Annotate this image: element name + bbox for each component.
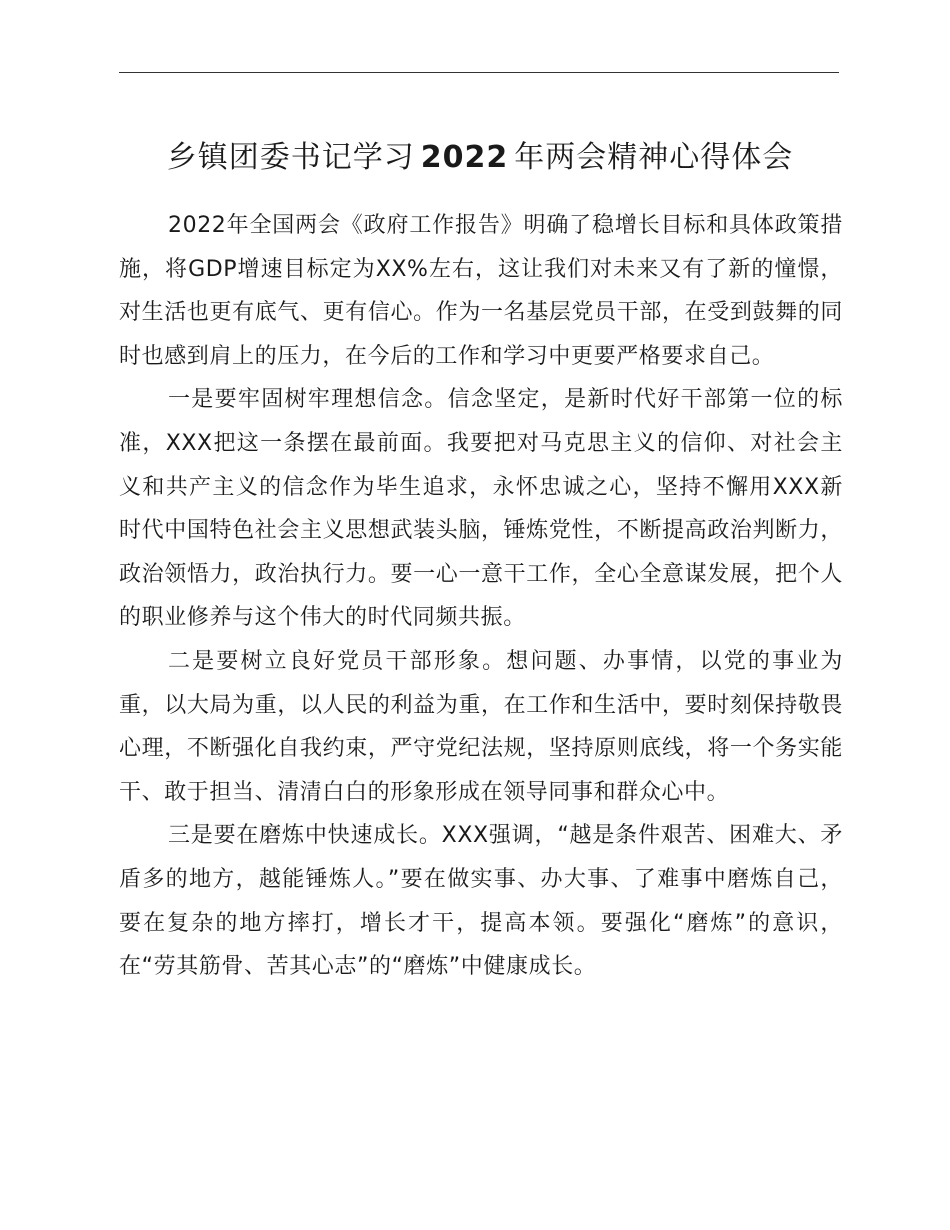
paragraph-point-3: 三是要在磨炼中快速成长。XXX强调，“越是条件艰苦、困难大、矛盾多的地方，越能锤炼人。”要在做实事、办大事、了难事中磨炼自己，要在复杂的地方摔打，增长才干，提高本领。要强化“磨炼”的意识，在“劳其筋骨、苦其心志”的“磨炼”中健康成长。 [119,823,843,980]
title-prefix: 乡镇团委书记学习 [166,140,415,175]
paragraph-intro: 2022年全国两会《政府工作报告》明确了稳增长目标和具体政策措施，将GDP增速目标定为XX%左右，这让我们对未来又有了新的憧憬，对生活也更有底气、更有信心。作为一名基层党员干部，在受到鼓舞的同时也感到肩上的压力，在今后的工作和学习中更要严格要求自己。 [119,213,843,369]
document-title [100,134,860,182]
paragraph-point-2: 二是要树立良好党员干部形象。想问题、办事情，以党的事业为重，以大局为重，以人民的利益为重，在工作和生活中，要时刻保持敬畏心理，不断强化自我约束，严守党纪法规，坚持原则底线，将一个务实能干、敢于担当、清清白白的形象形成在领导同事和群众心中。 [119,648,843,805]
document-body [119,204,843,989]
title-suffix: 年两会精神心得体会 [514,140,794,175]
title-year: 2022 [420,140,509,175]
header-rule [119,72,839,73]
paragraph-point-1: 一是要牢固树牢理想信念。信念坚定，是新时代好干部第一位的标准，XXX把这一条摆在最前面。我要把对马克思主义的信仰、对社会主义和共产主义的信念作为毕生追求，永怀忠诚之心，坚持不懈用XXX新时代中国特色社会主义思想武装头脑，锤炼党性，不断提高政治判断力，政治领悟力，政治执行力。要一心一意干工作，全心全意谋发展，把个人的职业修养与这个伟大的时代同频共振。 [119,387,843,631]
